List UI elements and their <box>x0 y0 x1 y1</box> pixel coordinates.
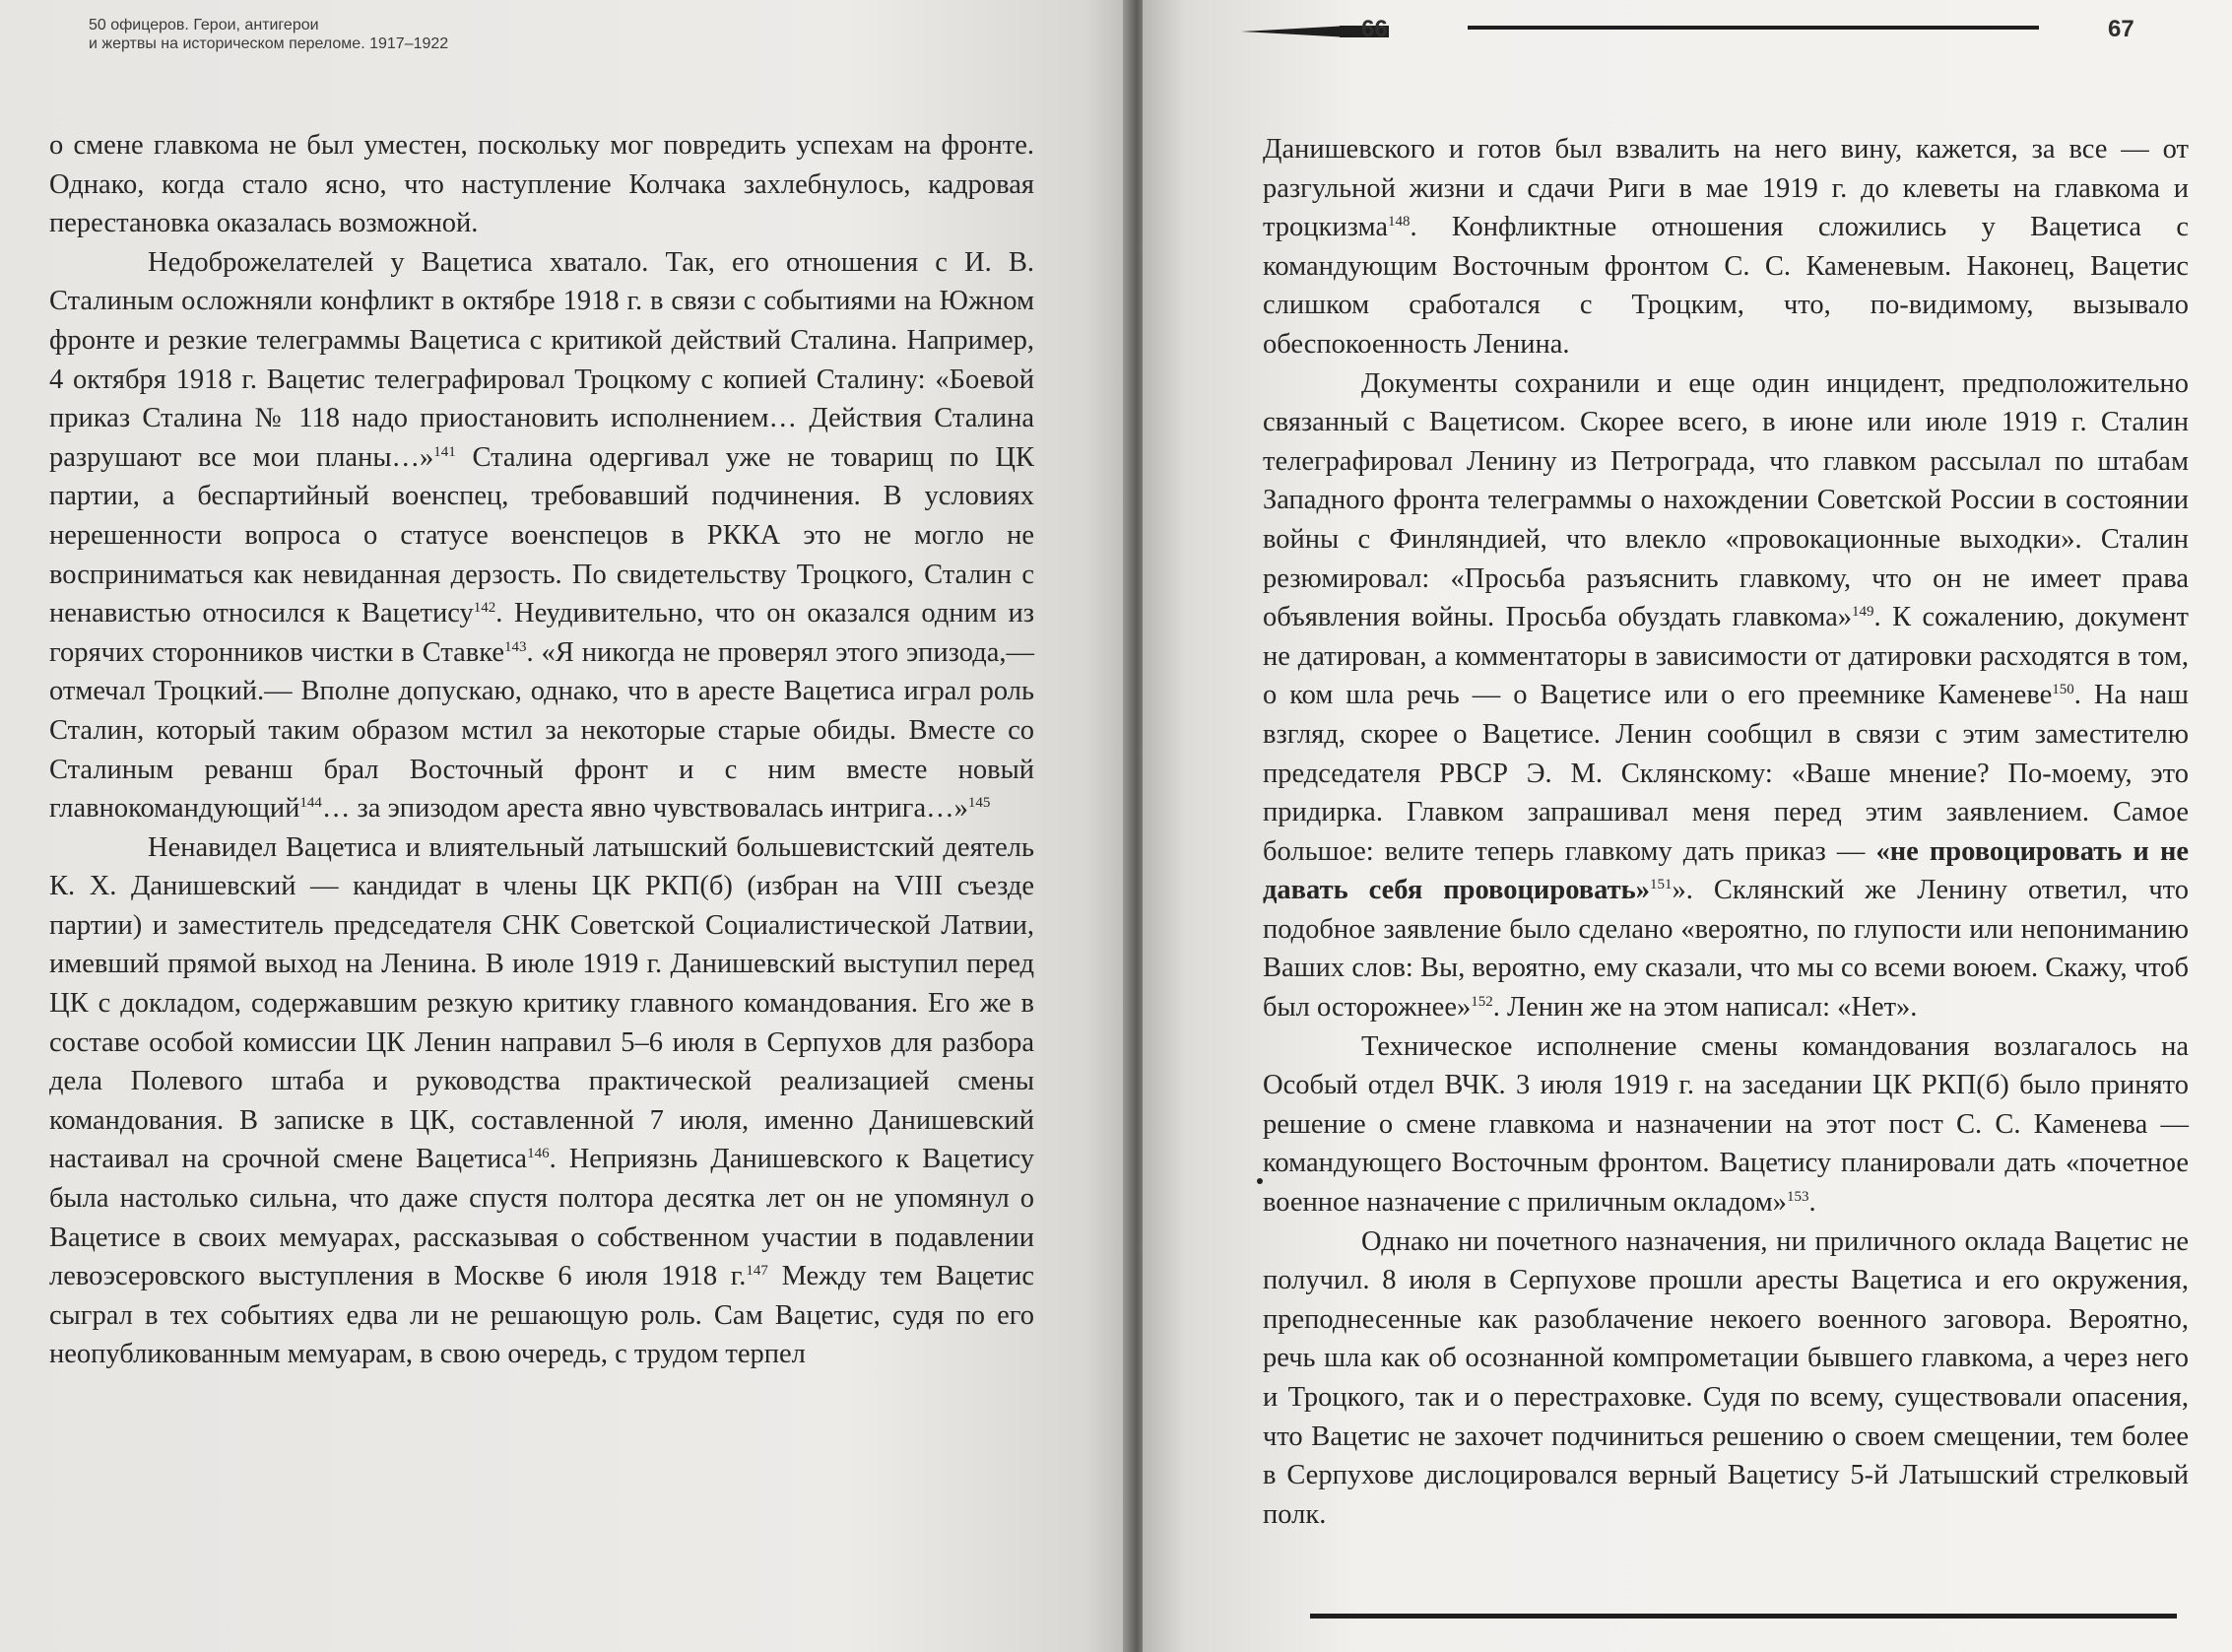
paragraph: Техническое исполнение смены командования возлагалось на Особый отдел ВЧК. 3 июля 1919 г. на заседании ЦК РКП(б) было принято решение о смене главкома и назначении на этот пост С. С. Каменева — командующего Восточным фронтом. Вацетису планировали дать «почетное военное назначение с приличным окладом»$^{153}$. <box>1263 1030 2189 1219</box>
footnote-ref: 146 <box>527 1146 550 1162</box>
footnote-ref: 153 <box>1786 1189 1809 1206</box>
footer-rule-line <box>1310 1614 2177 1619</box>
footnote-ref: 141 <box>433 443 456 460</box>
running-head-line2: и жертвы на историческом переломе. 1917–1922 <box>89 35 449 52</box>
paragraph: о смене главкома не был уместен, поскольку мог повредить успехам на фронте. Однако, когда стало ясно, что наступление Колчака захлебнулось, кадровая перестановка оказалась возможной. <box>49 130 1034 239</box>
footnote-ref: 144 <box>299 795 322 812</box>
paragraph: Данишевского и готов был взвалить на него вину, кажется, за все — от разгульной жизни и сдачи Риги в мае 1919 г. до клеветы на главкома и троцкизма$^{148}$. Конфликтные отношения сложились у Вацетиса с командующим Восточным фронтом С. С. Каменевым. Наконец, Вацетис слишком сработался с Троцким, что, по-видимому, вызывало обеспокоенность Ленина. <box>1263 134 2189 360</box>
page-number-66: 66 <box>1361 16 1388 42</box>
paragraph: Однако ни почетного назначения, ни приличного оклада Вацетис не получил. 8 июля в Серпухове прошли аресты Вацетиса и его окружения, преподнесенные как разоблачение некоего военного заговора. Вероятно, речь шла как об осознанной компрометации бывшего главкома, а через него и Троцкого, так и о перестраховке. Судя по всему, существовали опасения, что Вацетис не захочет подчиниться решению о своем смещении, тем более в Серпухове дислоцировался верный Вацетису 5-й Латышский стрелковый полк. <box>1263 1225 2189 1530</box>
running-head-line1: 50 офицеров. Герои, антигерои <box>89 17 319 33</box>
paragraph: Документы сохранили и еще один инцидент, предположительно связанный с Вацетисом. Скорее всего, в июне или июле 1919 г. Сталин телеграфировал Ленину из Петрограда, что главком рассылал по штабам Западного фронта телеграммы о нахождении Советской России в состоянии войны с Финляндией, что влекло «провокационные выходки». Сталин резюмировал: «Просьба разъяснить главкому, что он не имеет права объявления войны. Просьба обуздать главкома»$^{149}$. К сожалению, документ не датирован, а комментаторы в зависимости от датировки расходятся в том, о ком шла речь — о Вацетисе или о его преемнике Каменеве$^{150}$. На наш взгляд, скорее о Вацетисе. Ленин сообщил в связи с этим заместителю председателя РВСР Э. М. Склянскому: «Ваше мнение? По-моему, это придирка. Главком запрашивал меня перед этим заявлением. Самое большое: велите теперь главкому дать приказ — «не провоцировать и не давать себя провоцировать»$^{151}$». Склянский же Ленину ответил, что подобное заявление было сделано «вероятно, по глупости или непониманию Ваших слов: Вы, вероятно, ему сказали, что мы со всеми воюем. Скажу, чтоб был осторожнее»$^{152}$. Ленин же на этом написал: «Нет». <box>1263 367 2190 1024</box>
header-rule-wedge <box>1241 26 1349 37</box>
footnote-ref: 145 <box>967 795 991 812</box>
footnote-ref: 150 <box>2052 682 2074 698</box>
bold-quote: «не провоцировать и не давать себя провоцировать» <box>1263 835 2190 906</box>
footnote-ref: 152 <box>1471 994 1493 1011</box>
footnote-ref: 151 <box>1649 877 1673 893</box>
right-page <box>1143 0 2232 1652</box>
right-page-text <box>1263 130 2189 1534</box>
footnote-ref: 147 <box>746 1263 768 1280</box>
header-rule-line <box>1468 26 2039 30</box>
left-page-text <box>49 126 1034 1374</box>
footnote-ref: 149 <box>1852 604 1874 621</box>
footnote-ref: 143 <box>504 638 527 655</box>
running-head <box>89 16 448 53</box>
paragraph: Недоброжелателей у Вацетиса хватало. Так, его отношения с И. В. Сталиным осложняли конфликт в октябре 1918 г. в связи с событиями на Южном фронте и резкие телеграммы Вацетиса с критикой действий Сталина. Например, 4 октября 1918 г. Вацетис телеграфировал Троцкому с копией Сталину: «Боевой приказ Сталина № 118 надо приостановить исполнением… Действия Сталина разрушают все мои планы…»$^{141}$ Сталина одергивал уже не товарищ по ЦК партии, а беспартийный военспец, требовавший подчинения. В условиях нерешенности вопроса о статусе военспецов в РККА это не могло не восприниматься как невиданная дерзость. По свидетельству Троцкого, Сталин с ненавистью относился к Вацетису$^{142}$. Неудивительно, что он оказался одним из горячих сторонников чистки в Ставке$^{143}$. «Я никогда не проверял этого эпизода,— отмечал Троцкий.— Вполне допускаю, однако, что в аресте Вацетиса играл роль Сталин, который таким образом мстил за некоторые старые обиды. Вместе со Сталиным реванш брал Восточный фронт и с ним вместе новый главнокомандующий$^{144}$… за эпизодом ареста явно чувствовалась интрига…»$^{145}$ <box>49 246 1035 825</box>
footnote-ref: 148 <box>1388 214 1411 231</box>
footnote-ref: 142 <box>473 600 496 617</box>
page-number-67: 67 <box>2108 16 2134 42</box>
paragraph: Ненавидел Вацетиса и влиятельный латышский большевистский деятель К. Х. Данишевский — кандидат в члены ЦК РКП(б) (избран на VIII съезде партии) и заместитель председателя СНК Советской Социалистической Латвии, имевший прямой выход на Ленина. В июле 1919 г. Данишевский выступил перед ЦК с докладом, содержавшим резкую критику главного командования. Его же в составе особой комиссии ЦК Ленин направил 5–6 июля в Серпухов для разбора дела Полевого штаба и руководства практической реализацией смены командования. В записке в ЦК, составленной 7 июля, именно Данишевский настаивал на срочной смене Вацетиса$^{146}$. Неприязнь Данишевского к Вацетису была настолько сильна, что даже спустя полтора десятка лет он не упомянул о Вацетисе в своих мемуарах, рассказывая о собственном участии в подавлении левоэсеровского выступления в Москве 6 июля 1918 г.$^{147}$ Между тем Вацетис сыграл в тех событиях едва ли не решающую роль. Сам Вацетис, судя по его неопубликованным мемуарам, в свою очередь, с трудом терпел <box>49 831 1035 1370</box>
margin-dot <box>1257 1178 1263 1184</box>
